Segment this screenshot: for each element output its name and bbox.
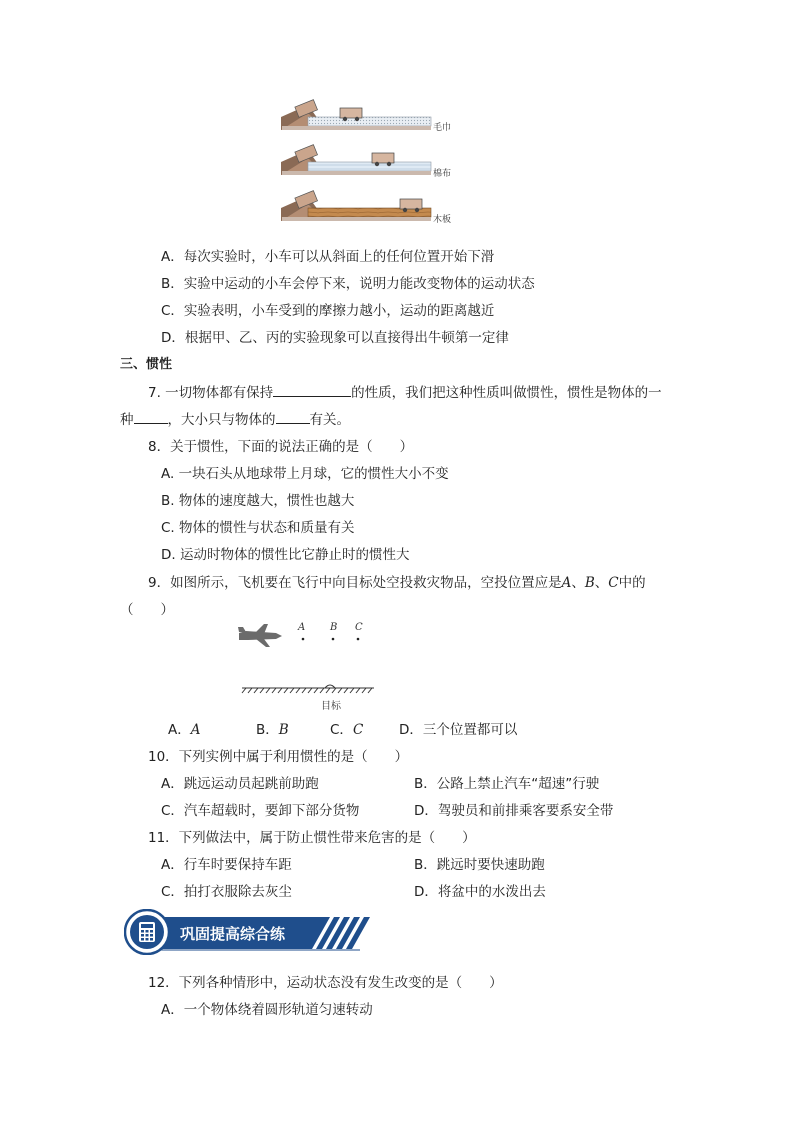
q10-option-c: C．汽车超载时，要卸下部分货物: [161, 803, 360, 819]
ground-line: [242, 685, 374, 693]
q9-stem-sep2: 、: [594, 575, 609, 591]
q7-text-2: 的性质，我们把这种性质叫做惯性，惯性是物体的一: [351, 385, 662, 401]
q9-opt-a-prefix: A．: [168, 722, 191, 738]
q7-line1: [148, 381, 662, 401]
ramp-row-cotton: [281, 145, 431, 175]
calculator-icon: [139, 922, 155, 942]
q9-opt-c-prefix: C．: [330, 722, 353, 738]
q7-blank-3[interactable]: [276, 411, 310, 424]
ramp-diagram: [278, 95, 468, 225]
q7-text-3: 种: [120, 412, 134, 428]
q10-option-a: A．跳远运动员起跳前助跑: [161, 776, 319, 792]
q11-option-c: C．拍打衣服除去灰尘: [161, 884, 292, 900]
label-towel: 毛巾: [433, 123, 452, 133]
label-cotton: 棉布: [433, 169, 452, 179]
banner-title: 巩固提高综合练: [180, 925, 286, 943]
q9-opt-b-letter: B: [278, 722, 289, 738]
q9-opt-b-prefix: B．: [256, 722, 279, 738]
q11-stem: 11．下列做法中，属于防止惯性带来危害的是（ ）: [148, 830, 476, 846]
q9-answer-paren: （ ）: [120, 602, 174, 618]
q9-option-a: [168, 718, 201, 738]
point-label-b: B: [330, 622, 338, 633]
q9-stem-b: B: [584, 575, 595, 591]
q9-stem: [148, 571, 646, 591]
q10-option-b: B．公路上禁止汽车“超速”行驶: [414, 776, 600, 792]
label-wood: 木板: [433, 215, 452, 225]
q9-option-d: D．三个位置都可以: [399, 722, 518, 738]
airplane-figure: [236, 620, 381, 715]
section-banner: [124, 909, 376, 955]
q9-option-b: [256, 718, 289, 738]
q6-option-c: C．实验表明，小车受到的摩擦力越小，运动的距离越近: [161, 303, 495, 319]
q8-option-c: C. 物体的惯性与状态和质量有关: [161, 520, 355, 536]
q12-stem: 12．下列各种情形中，运动状态没有发生改变的是（ ）: [148, 975, 503, 991]
drop-points: [302, 638, 360, 641]
q8-option-d: D. 运动时物体的惯性比它静止时的惯性大: [161, 547, 410, 563]
q8-option-b: B. 物体的速度越大，惯性也越大: [161, 493, 355, 509]
target-label: 目标: [321, 701, 341, 712]
q7-blank-2[interactable]: [134, 411, 168, 424]
q9-stem-c: C: [608, 575, 619, 591]
q9-option-c: [330, 718, 363, 738]
point-label-c: C: [355, 622, 363, 633]
q9-stem-sep1: 、: [571, 575, 585, 591]
q11-option-b: B．跳远时要快速助跑: [414, 857, 545, 873]
q7-blank-1[interactable]: [273, 384, 351, 397]
ramp-row-towel: [281, 100, 431, 130]
q6-option-d: D．根据甲、乙、丙的实验现象可以直接得出牛顿第一定律: [161, 330, 509, 346]
q7-text-1: 7. 一切物体都有保持: [148, 385, 274, 401]
q8-option-a: A. 一块石头从地球带上月球，它的惯性大小不变: [161, 466, 449, 482]
q9-stem-a: A: [561, 575, 572, 591]
q9-opt-a-letter: A: [190, 722, 201, 738]
q8-stem: 8．关于惯性，下面的说法正确的是（ ）: [148, 439, 414, 455]
q7-text-5: 有关。: [309, 412, 350, 428]
q6-option-b: B．实验中运动的小车会停下来，说明力能改变物体的运动状态: [161, 276, 535, 292]
q9-stem-text: 9．如图所示，飞机要在飞行中向目标处空投救灾物品，空投位置应是: [148, 575, 562, 591]
q12-option-a: A．一个物体绕着圆形轨道匀速转动: [161, 1002, 373, 1018]
q9-opt-c-letter: C: [352, 722, 364, 738]
q11-option-a: A．行车时要保持车距: [161, 857, 292, 873]
section-title: 三、惯性: [120, 357, 173, 372]
q10-option-d: D．驾驶员和前排乘客要系安全带: [414, 803, 614, 819]
q6-option-a: A．每次实验时，小车可以从斜面上的任何位置开始下滑: [161, 249, 495, 265]
q7-text-4: ，大小只与物体的: [167, 412, 276, 428]
q11-option-d: D．将盆中的水泼出去: [414, 884, 546, 900]
ramp-row-wood: [281, 191, 431, 221]
q7-line2: [120, 408, 350, 428]
q10-stem: 10．下列实例中属于利用惯性的是（ ）: [148, 749, 409, 765]
experiment-figure: [278, 95, 468, 225]
airplane-icon: [238, 624, 282, 647]
point-label-a: A: [298, 622, 306, 633]
q9-stem-tail: 中的: [618, 575, 646, 591]
